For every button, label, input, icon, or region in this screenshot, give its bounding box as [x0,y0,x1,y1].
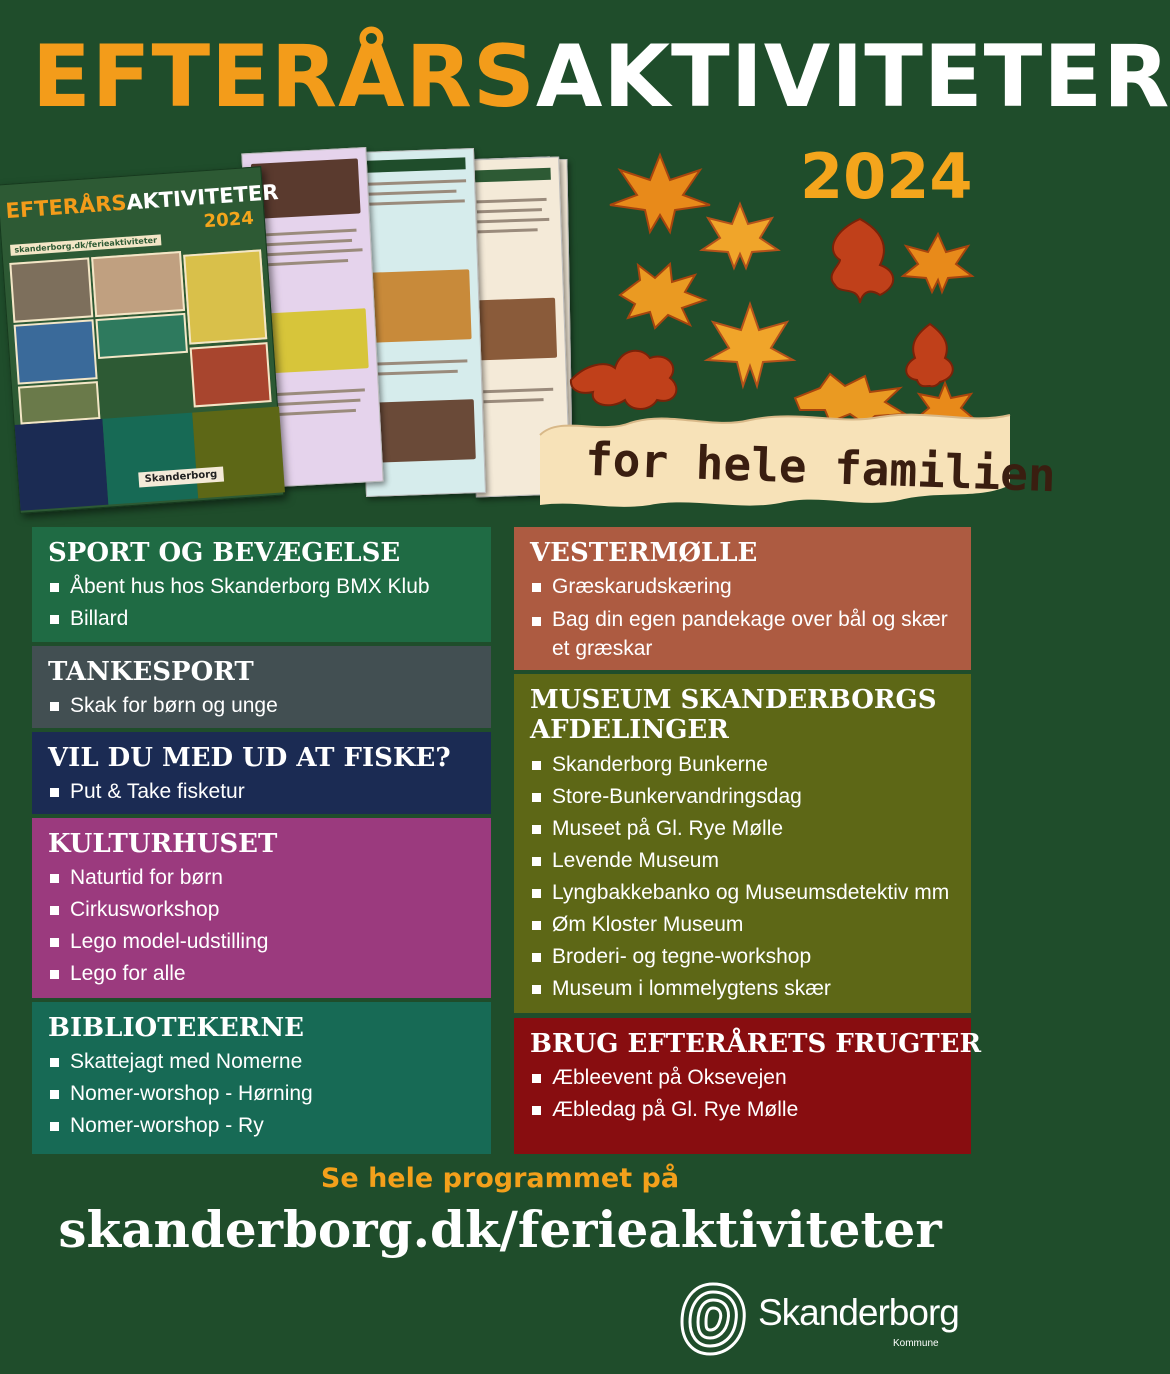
logo-sub: Kommune [893,1338,939,1349]
category-list [48,1046,475,1142]
list-item: Æbledag på Gl. Rye Mølle [530,1094,955,1126]
cover-photo-bmx [9,257,93,322]
title-part-white: AKTIVITETER [535,27,1170,127]
category-title: MUSEUM SKANDERBORGS AFDELINGER [530,685,937,745]
brochure-cover [0,166,284,514]
category-list [530,1062,955,1126]
leaf-7-icon [565,340,685,415]
category-list [48,690,475,722]
category-tankesport [32,646,491,728]
list-item: Åbent hus hos Skanderborg BMX Klub [48,571,475,603]
category-title: KULTURHUSET [48,829,278,859]
cover-title-orange: EFTERÅRS [4,190,128,224]
category-list [530,571,955,663]
poster-title [32,22,1170,132]
cover-title-white: AKTIVITETER [125,180,280,215]
leaf-6-icon [705,300,795,390]
cover-photo-kids [18,381,100,424]
category-list [48,862,475,990]
cover-list-1 [15,419,109,511]
list-item: Skanderborg Bunkerne [530,749,955,781]
leaf-2-icon [700,200,780,270]
skanderborg-logo [678,1280,978,1360]
category-title: SPORT OG BEVÆGELSE [48,538,401,568]
category-museum [514,674,971,1013]
list-item: Æbleevent på Oksevejen [530,1062,955,1094]
footer-url-link[interactable]: skanderborg.dk/ferieaktiviteter [58,1200,942,1259]
cover-url: skanderborg.dk/ferieaktiviteter [10,234,161,255]
category-list [48,776,475,808]
category-title: VIL DU MED UD AT FISKE? [48,743,451,773]
list-item: Lego model-udstilling [48,926,475,958]
cover-photo-apples [190,342,272,407]
poster-year: 2024 [800,140,973,213]
list-item: Øm Kloster Museum [530,909,955,941]
cover-logo: Skanderborg [138,467,224,488]
list-item: Skattejagt med Nomerne [48,1046,475,1078]
category-list [48,571,475,635]
category-title: BRUG EFTERÅRETS FRUGTER [530,1029,982,1059]
cover-year: 2024 [203,207,255,233]
list-item: Store-Bunkervandringsdag [530,781,955,813]
category-vestermolle [514,527,971,670]
category-list [530,749,955,1005]
logo-name: Skanderborg [758,1292,959,1333]
list-item: Put & Take fisketur [48,776,475,808]
leaf-4-icon [900,230,975,295]
category-fiske [32,732,491,814]
category-bibliotekerne [32,1002,491,1154]
category-sport [32,527,491,642]
cover-photo-colorful [14,319,98,384]
list-item: Nomer-worshop - Hørning [48,1078,475,1110]
category-title: TANKESPORT [48,657,254,687]
category-title: BIBLIOTEKERNE [48,1013,304,1043]
list-item: Græskarudskæring [530,571,955,603]
footer-subtitle: Se hele programmet på [320,1163,680,1194]
list-item: Nomer-worshop - Ry [48,1110,475,1142]
cover-list-2 [102,413,198,505]
list-item: Lego for alle [48,958,475,990]
cover-photo-billiard [95,313,188,359]
leaf-5-icon [610,260,710,330]
banner-text: for hele familien [584,431,1057,503]
list-item: Museum i lommelygtens skær [530,973,955,1005]
skanderborg-emblem-icon [678,1280,748,1358]
category-kulturhuset [32,818,491,998]
list-item: Bag din egen pandekage over bål og skær et græskar [530,605,955,663]
list-item: Lyngbakkebanko og Museumsdetektiv mm [530,877,955,909]
leaf-1-icon [605,150,715,235]
list-item: Skak for børn og unge [48,690,475,722]
cover-list-3 [192,407,285,499]
list-item: Levende Museum [530,845,955,877]
cover-photo-woman [183,249,267,344]
list-item: Broderi- og tegne-workshop [530,941,955,973]
category-brug-frugter [514,1018,982,1154]
list-item: Billard [48,603,475,635]
title-part-orange: EFTERÅRS [32,27,536,127]
list-item: Cirkusworkshop [48,894,475,926]
list-item: Museet på Gl. Rye Mølle [530,813,955,845]
cover-photo-lego [91,251,185,317]
list-item: Naturtid for børn [48,862,475,894]
leaf-3-icon [810,215,910,305]
category-title: VESTERMØLLE [530,538,758,568]
